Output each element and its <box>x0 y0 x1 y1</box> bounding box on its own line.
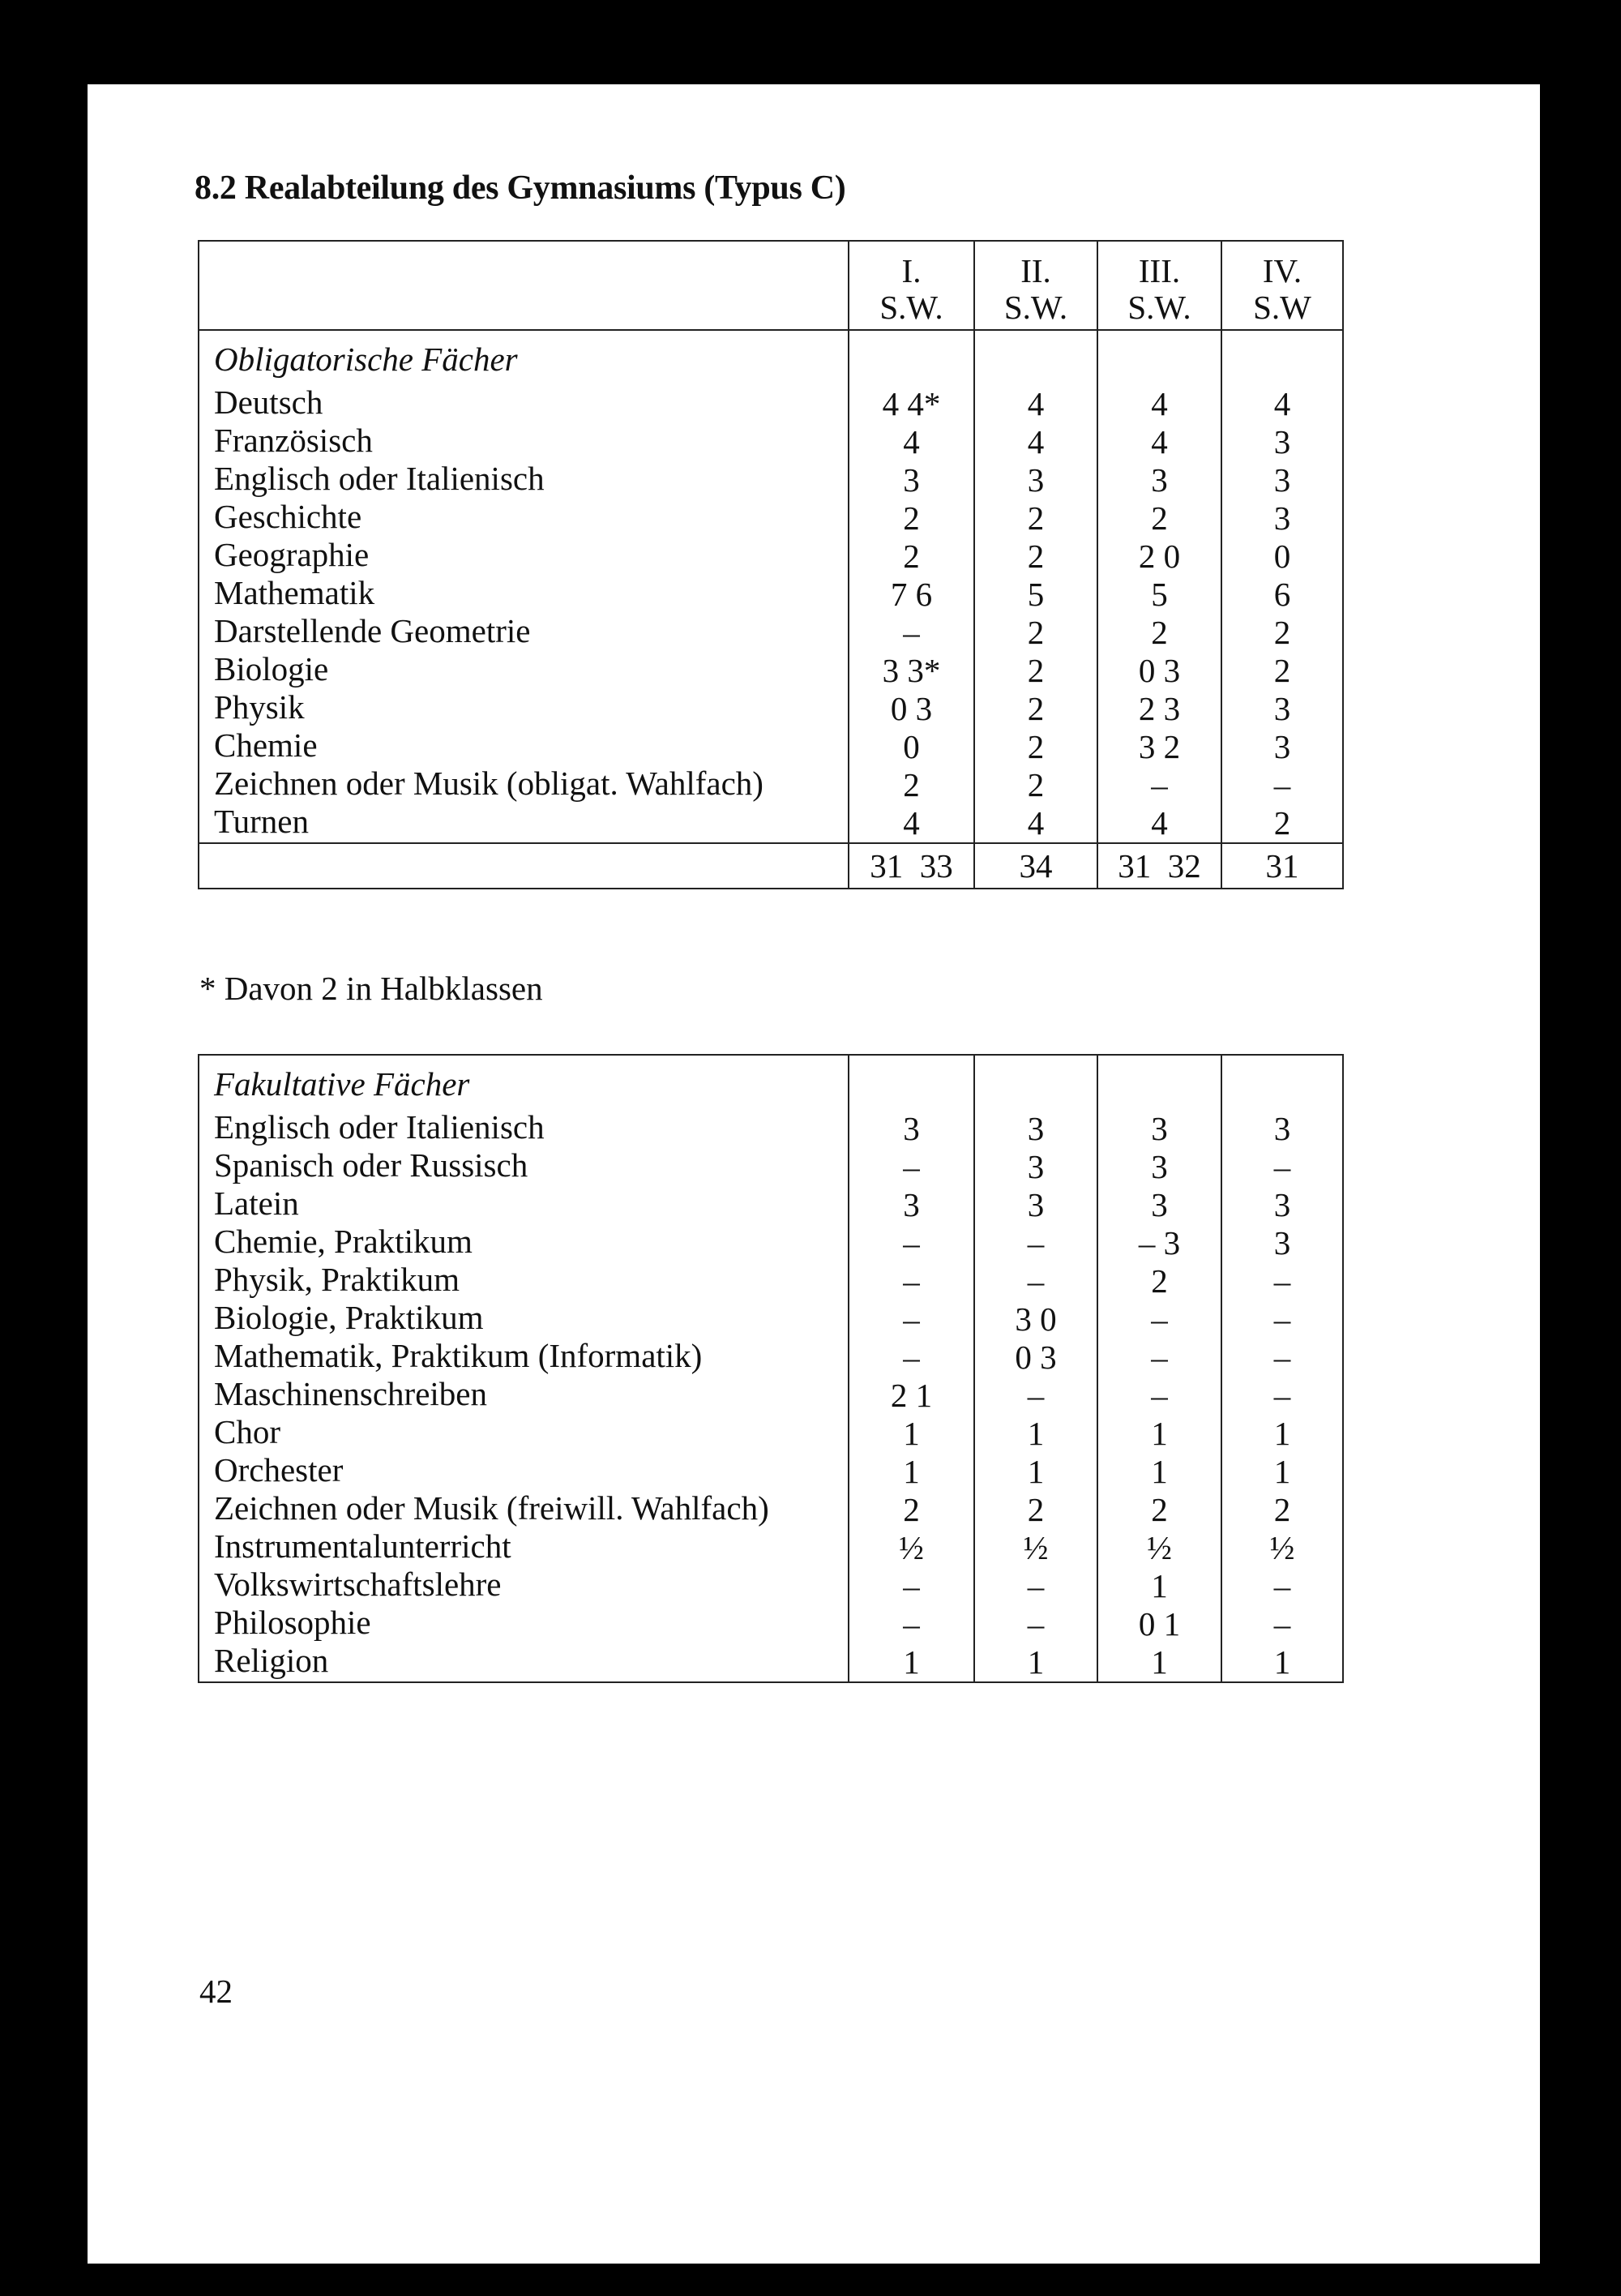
hours-value: 1 <box>1151 1415 1168 1452</box>
column-header-4: IV. S.W <box>1221 241 1343 330</box>
subject-name: Instrumentalunterricht <box>214 1527 511 1565</box>
subject-name: Physik, Praktikum <box>214 1261 460 1298</box>
hours-value: 2 <box>1027 614 1045 651</box>
hours-value: 2 <box>1151 1262 1168 1300</box>
hours-value: – <box>903 1300 920 1338</box>
hours-value: 2 <box>1027 690 1045 727</box>
hours-value: – 3 <box>1138 1224 1181 1262</box>
hours-value: 0 3 <box>890 690 933 727</box>
subject-name: Biologie <box>214 650 329 688</box>
hours-value: 3 <box>1027 461 1045 499</box>
hours-value: ½ <box>1147 1529 1172 1566</box>
hours-value: 2 <box>1151 614 1168 651</box>
hours-value: – <box>1151 766 1168 803</box>
values-column-1 <box>849 330 974 843</box>
hours-value: 0 1 <box>1138 1605 1181 1643</box>
column-header-1: I. S.W. <box>849 241 974 330</box>
hours-value: – <box>1151 1300 1168 1338</box>
hours-value: 1 <box>903 1643 920 1681</box>
hours-value: 3 <box>1273 728 1291 765</box>
hours-value: 4 <box>1027 385 1045 422</box>
hours-value: 2 <box>1027 538 1045 575</box>
section-heading: Obligatorische Fächer <box>214 341 518 378</box>
hours-value: 1 <box>1273 1453 1291 1490</box>
subject-name: Chemie, Praktikum <box>214 1223 473 1260</box>
hours-value: 1 <box>903 1453 920 1490</box>
values-column-4 <box>1221 1055 1343 1682</box>
hours-value: 3 <box>1151 1148 1168 1185</box>
total-3: 31 32 <box>1097 843 1221 889</box>
table-body-row <box>199 1055 1343 1682</box>
subject-name: Latein <box>214 1184 299 1222</box>
hours-value: ½ <box>1269 1529 1295 1566</box>
hours-value: 1 <box>903 1415 920 1452</box>
hours-value: 1 <box>1027 1643 1045 1681</box>
footnote: * Davon 2 in Halbklassen <box>199 970 543 1007</box>
hours-value: 2 <box>1027 766 1045 803</box>
hours-value: 2 <box>903 766 920 803</box>
page-number: 42 <box>199 1973 233 2010</box>
hours-value: 1 <box>1027 1415 1045 1452</box>
hours-value: 4 <box>1273 385 1291 422</box>
hours-value: 3 <box>903 1186 920 1223</box>
subject-name: Orchester <box>214 1451 344 1489</box>
hours-value: 2 <box>1027 499 1045 537</box>
hours-value: – <box>1273 1567 1291 1604</box>
hours-value: ½ <box>899 1529 924 1566</box>
hours-value: 0 3 <box>1138 652 1181 689</box>
hours-value: 2 3 <box>1138 690 1181 727</box>
table-header-row <box>199 241 1343 330</box>
hours-value: – <box>1151 1339 1168 1376</box>
subject-name: Zeichnen oder Musik (freiwill. Wahlfach) <box>214 1489 769 1527</box>
totals-label-cell <box>199 843 849 889</box>
hours-value: 2 <box>1027 652 1045 689</box>
total-1: 31 33 <box>849 843 974 889</box>
hours-value: 3 <box>1273 423 1291 460</box>
hours-value: – <box>1151 1377 1168 1414</box>
column-header-2: II. S.W. <box>974 241 1097 330</box>
hours-value: 2 <box>1273 614 1291 651</box>
hours-value: 5 <box>1027 576 1045 613</box>
subject-name: Mathematik <box>214 574 375 611</box>
hours-value: 4 <box>1027 423 1045 460</box>
subject-name: Philosophie <box>214 1604 371 1641</box>
obligatory-subjects-table <box>198 240 1344 889</box>
hours-value: – <box>903 1148 920 1185</box>
subject-name: Biologie, Praktikum <box>214 1299 484 1336</box>
subject-name: Religion <box>214 1642 329 1679</box>
hours-value: – <box>1273 1148 1291 1185</box>
hours-value: 4 <box>1027 804 1045 842</box>
subject-name: Englisch oder Italienisch <box>214 460 545 497</box>
hours-value: 4 <box>1151 804 1168 842</box>
hours-value: – <box>1273 1300 1291 1338</box>
totals-row <box>199 843 1343 889</box>
total-4: 31 <box>1221 843 1343 889</box>
hours-value: 4 4* <box>882 385 941 422</box>
subject-name: Volkswirtschaftslehre <box>214 1566 502 1603</box>
subject-name: Chor <box>214 1413 280 1450</box>
hours-value: 3 0 <box>1015 1300 1057 1338</box>
hours-value: – <box>1273 1605 1291 1643</box>
hours-value: 2 <box>903 1491 920 1528</box>
subject-name: Zeichnen oder Musik (obligat. Wahlfach) <box>214 765 763 802</box>
hours-value: – <box>903 614 920 651</box>
hours-value: 4 <box>1151 423 1168 460</box>
hours-value: – <box>1273 1339 1291 1376</box>
hours-value: 3 <box>1027 1186 1045 1223</box>
hours-value: 2 <box>1027 1491 1045 1528</box>
values-column-2 <box>974 1055 1097 1682</box>
hours-value: 7 6 <box>890 576 933 613</box>
subject-name: Chemie <box>214 726 318 764</box>
hours-value: 3 <box>1273 1186 1291 1223</box>
hours-value: 3 <box>1027 1110 1045 1147</box>
hours-value: 3 <box>903 461 920 499</box>
hours-value: 3 <box>903 1110 920 1147</box>
hours-value: – <box>1273 1377 1291 1414</box>
values-column-2 <box>974 330 1097 843</box>
subject-name: Mathematik, Praktikum (Informatik) <box>214 1337 703 1374</box>
hours-value: – <box>1273 766 1291 803</box>
hours-value: 2 1 <box>890 1377 933 1414</box>
hours-value: 2 <box>1027 728 1045 765</box>
hours-value: – <box>1273 1262 1291 1300</box>
hours-value: – <box>903 1224 920 1262</box>
hours-value: 2 <box>1151 499 1168 537</box>
hours-value: 3 <box>1151 1110 1168 1147</box>
subject-name: Deutsch <box>214 383 323 421</box>
hours-value: 1 <box>1151 1643 1168 1681</box>
hours-value: 2 <box>1273 804 1291 842</box>
hours-value: ½ <box>1023 1529 1049 1566</box>
hours-value: 2 <box>1151 1491 1168 1528</box>
hours-value: 1 <box>1151 1453 1168 1490</box>
subject-name: Geographie <box>214 536 370 573</box>
hours-value: – <box>903 1339 920 1376</box>
hours-value: 2 <box>1273 652 1291 689</box>
hours-value: 5 <box>1151 576 1168 613</box>
hours-value: 4 <box>903 423 920 460</box>
subject-name: Darstellende Geometrie <box>214 612 531 649</box>
column-header-3: III. S.W. <box>1097 241 1221 330</box>
hours-value: 1 <box>1273 1415 1291 1452</box>
hours-value: 1 <box>1151 1567 1168 1604</box>
hours-value: 3 <box>1027 1148 1045 1185</box>
subject-name: Französisch <box>214 422 373 459</box>
subject-name: Physik <box>214 688 305 726</box>
values-column-3 <box>1097 330 1221 843</box>
hours-value: 3 <box>1273 1224 1291 1262</box>
hours-value: 0 <box>903 728 920 765</box>
hours-value: 2 0 <box>1138 538 1181 575</box>
subject-column <box>199 330 849 843</box>
values-column-1 <box>849 1055 974 1682</box>
hours-value: 6 <box>1273 576 1291 613</box>
subject-name: Maschinenschreiben <box>214 1375 487 1412</box>
subject-name: Turnen <box>214 803 309 840</box>
hours-value: – <box>1027 1262 1045 1300</box>
section-heading: Fakultative Fächer <box>214 1065 470 1103</box>
hours-value: 4 <box>903 804 920 842</box>
hours-value: – <box>903 1605 920 1643</box>
table-body-row <box>199 330 1343 843</box>
subject-name: Geschichte <box>214 498 362 535</box>
hours-value: – <box>1027 1377 1045 1414</box>
hours-value: 3 <box>1273 1110 1291 1147</box>
hours-value: 2 <box>903 499 920 537</box>
hours-value: 3 <box>1273 461 1291 499</box>
hours-value: 3 2 <box>1138 728 1181 765</box>
hours-value: – <box>1027 1224 1045 1262</box>
hours-value: – <box>1027 1605 1045 1643</box>
hours-value: – <box>1027 1567 1045 1604</box>
page-title: 8.2 Realabteilung des Gymnasiums (Typus C) <box>195 169 846 207</box>
values-column-4 <box>1221 330 1343 843</box>
hours-value: 3 3* <box>882 652 941 689</box>
hours-value: – <box>903 1567 920 1604</box>
subject-name: Spanisch oder Russisch <box>214 1146 528 1184</box>
hours-value: 1 <box>1027 1453 1045 1490</box>
hours-value: 4 <box>1151 385 1168 422</box>
hours-value: 0 <box>1273 538 1291 575</box>
hours-value: 2 <box>1273 1491 1291 1528</box>
hours-value: 1 <box>1273 1643 1291 1681</box>
hours-value: 2 <box>903 538 920 575</box>
subject-name: Englisch oder Italienisch <box>214 1108 545 1146</box>
hours-value: 3 <box>1151 461 1168 499</box>
hours-value: 3 <box>1273 690 1291 727</box>
subject-column <box>199 1055 849 1682</box>
values-column-3 <box>1097 1055 1221 1682</box>
total-2: 34 <box>974 843 1097 889</box>
hours-value: 3 <box>1273 499 1291 537</box>
header-empty-cell <box>199 241 849 330</box>
optional-subjects-table <box>198 1054 1344 1683</box>
hours-value: 3 <box>1151 1186 1168 1223</box>
hours-value: 0 3 <box>1015 1339 1057 1376</box>
hours-value: – <box>903 1262 920 1300</box>
